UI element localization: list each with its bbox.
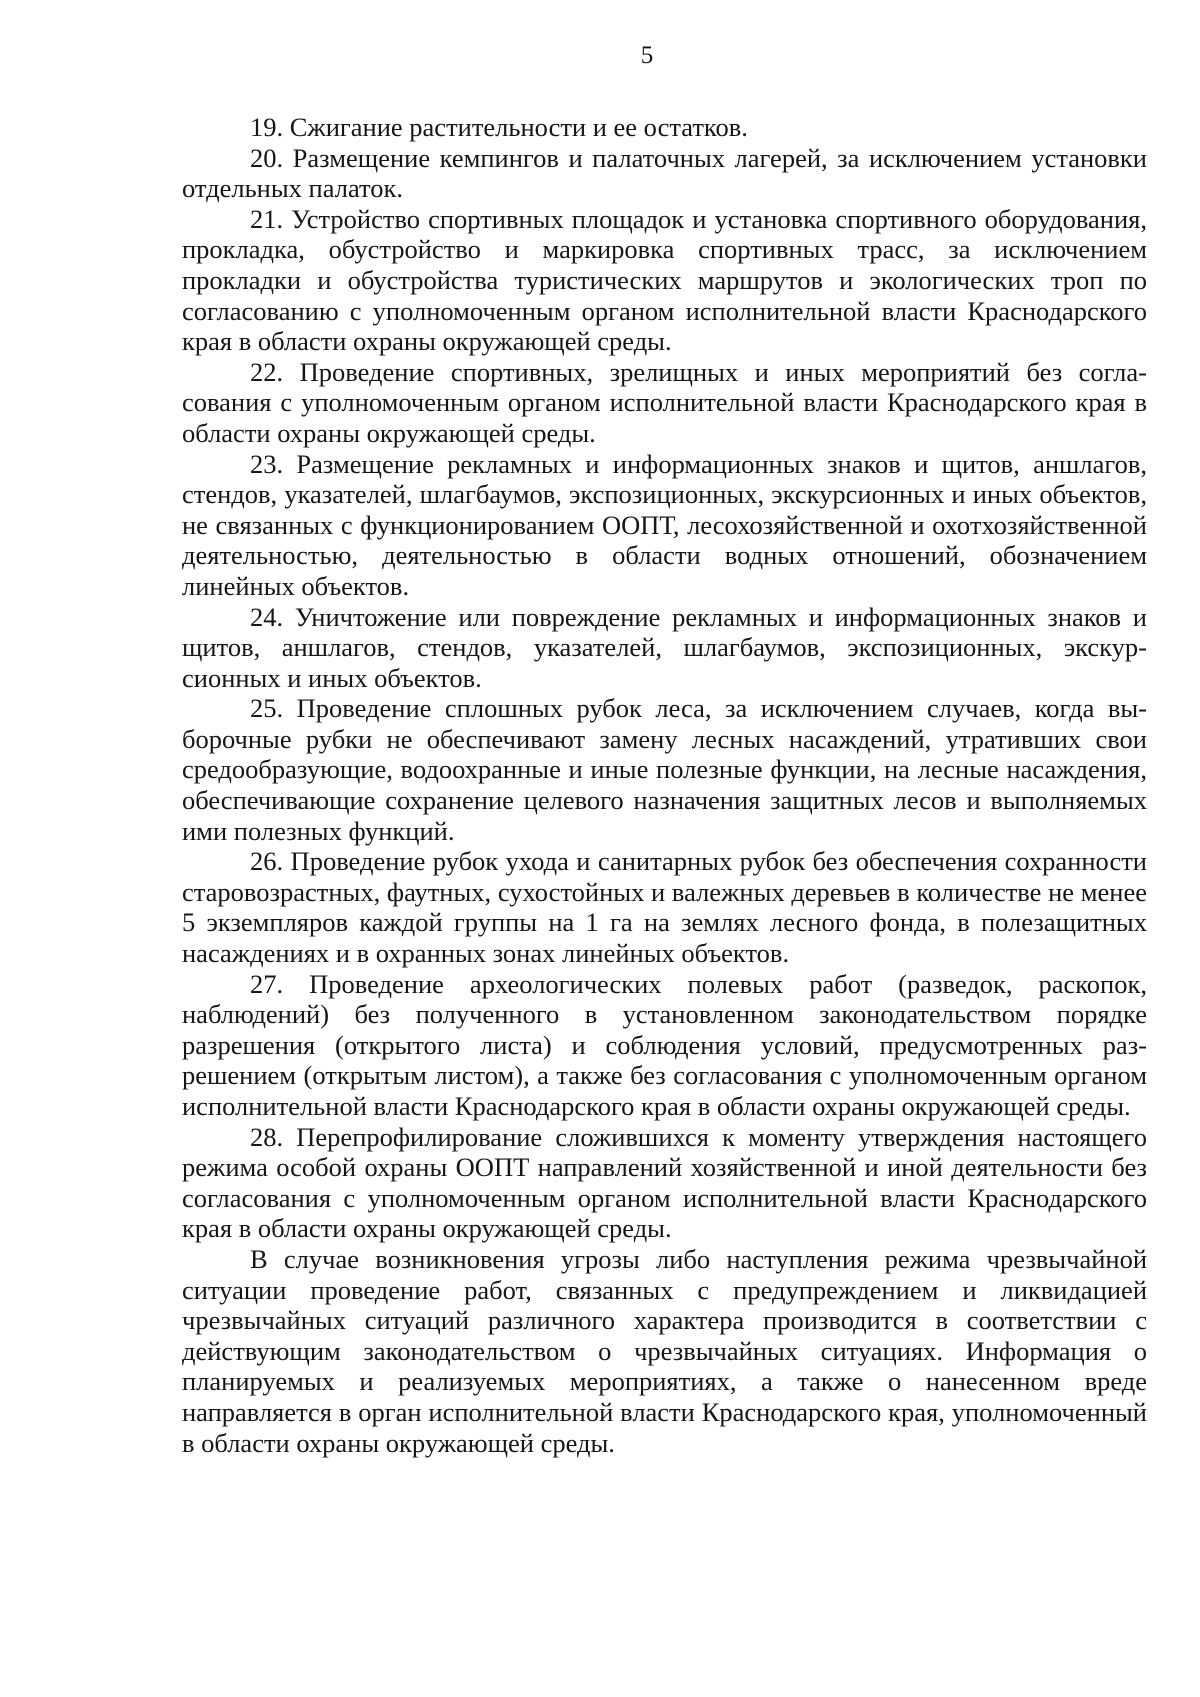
page-number: 5 [640,42,654,69]
list-item-26: 26. Проведение рубок ухода и санитарных рубок без обеспечения сохранности старовозрастных, фаутных, сухостойных и валежных деревьев в количестве не менее 5 экземпляров каждой группы на 1 га на землях лесного фонда, в полезащитных насаждениях и в охранных зонах линейных объектов. [182,846,1147,969]
list-item-19: 19. Сжигание растительности и ее остатков. [250,112,748,142]
list-item-25: 25. Проведение сплошных рубок леса, за исключением случаев, когда выборочные рубки не обеспечивают замену лесных насаждений, утративших свои средообразующие, водоохранные и иные полезные функции, на лесные насаждения, обеспечивающие сохранение целевого назначения защитных лесов и выполняемых ими полезных функций. [182,693,1147,846]
list-item-20: 20. Размещение кемпингов и палаточных лагерей, за исключением установки отдельных палаток. [182,142,1147,204]
list-item-23: 23. Размещение рекламных и информационных знаков и щитов, аншлагов, стендов, указателей, шлагбаумов, экспозиционных, экскурсионных и иных объектов, не связанных с функционированием ООПТ, лесохозяйственной и охотхозяйственной деятельностью, деятельностью в области водных отношений, обозначением линейных объектов. [182,448,1147,601]
list-item-21: 21. Устройство спортивных площадок и установка спортивного оборудования, прокладка, обустройство и маркировка спортивных трасс, за исключением прокладки и обустройства туристических маршрутов и экологических троп по согласованию с уполномоченным органом исполнительной власти Краснодарского края в области охраны окружающей среды. [182,203,1147,357]
list-item-22: 22. Проведение спортивных, зрелищных и иных мероприятий без согласования с уполномоченным органом исполнительной власти Краснодарского края в области охраны окружающей среды. [182,356,1147,448]
emergency-paragraph: В случае возникновения угрозы либо наступления режима чрезвычайной ситуации проведение работ, связанных с предупреждением и ликвидацией чрезвычайных ситуаций различного характера производится в соответствии с действующим законодательством о чрезвычайных ситуациях. Информация о планируемых и реализуемых мероприятиях, а также о нанесенном вреде направляется в орган исполнительной власти Краснодарского края, уполномоченный в области охраны окружающей среды. [182,1243,1147,1458]
list-item-27: 27. Проведение археологических полевых работ (разведок, раскопок, наблюдений) без полученного в установленном законодательством порядке разрешения (открытого листа) и соблюдения условий, предусмотренных разрешением (открытым листом), а также без согласования с уполномоченным органом исполнительной власти Краснодарского края в области охраны окружающей среды. [182,968,1147,1121]
document-body [182,112,1147,1458]
list-item-28: 28. Перепрофилирование сложившихся к моменту утверждения настоящего режима особой охраны ООПТ направлений хозяйственной и иной деятельности без согласования с уполномоченным органом исполнительной власти Краснодарского края в области охраны окружающей среды. [182,1121,1147,1244]
list-item-24: 24. Уничтожение или повреждение рекламных и информационных знаков и щитов, аншлагов, стендов, указателей, шлагбаумов, экспозиционных, экскурсионных и иных объектов. [182,601,1147,693]
